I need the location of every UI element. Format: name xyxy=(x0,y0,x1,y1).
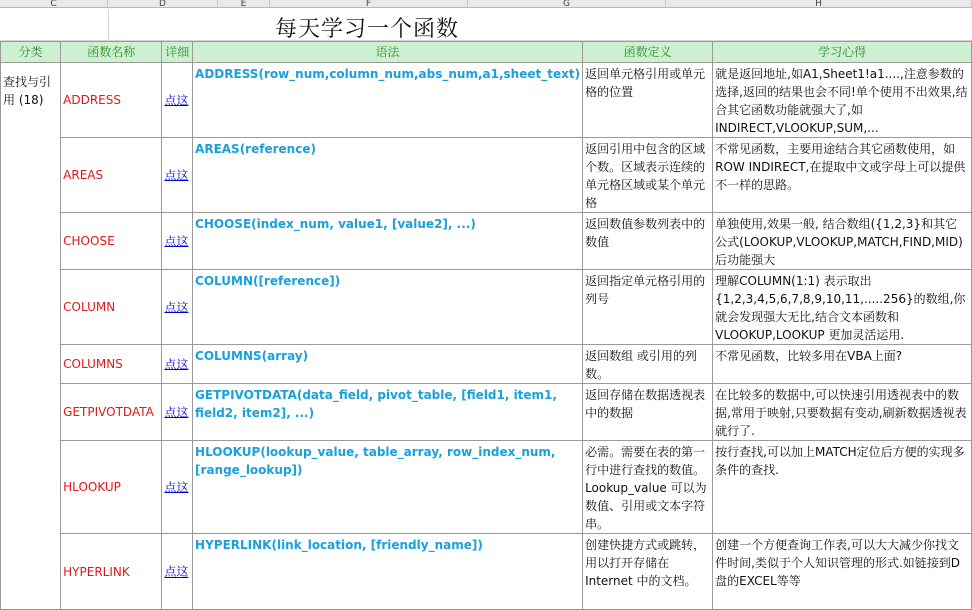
function-table xyxy=(0,41,972,610)
definition-cell[interactable]: 必需。需要在表的第一行中进行查找的数值。Lookup_value 可以为数值、引用或文本字符串。 xyxy=(583,441,713,534)
detail-link[interactable]: 点这 xyxy=(164,300,189,315)
notes-cell[interactable]: 创建一个方便查询工作表,可以大大减少你找文件时间,类似于个人知识管理的形式.如链接到D盘的EXCEL等等 xyxy=(713,534,972,610)
detail-cell[interactable] xyxy=(162,63,193,138)
column-header-h[interactable]: H xyxy=(666,0,972,8)
detail-cell[interactable] xyxy=(162,138,193,213)
column-header-d[interactable]: D xyxy=(108,0,218,8)
column-header-c[interactable]: C xyxy=(0,0,108,8)
function-name-cell[interactable]: COLUMNS xyxy=(61,345,162,384)
category-cell[interactable]: 查找与引用 (18) xyxy=(1,63,61,610)
detail-cell[interactable] xyxy=(162,534,193,610)
table-row xyxy=(1,213,972,270)
syntax-cell[interactable]: CHOOSE(index_num, value1, [value2], ...) xyxy=(193,213,583,270)
function-name-cell[interactable]: AREAS xyxy=(61,138,162,213)
column-header-e[interactable]: E xyxy=(218,0,270,8)
definition-cell[interactable]: 返回数值参数列表中的数值 xyxy=(583,213,713,270)
table-row xyxy=(1,63,972,138)
definition-cell[interactable]: 返回存储在数据透视表中的数据 xyxy=(583,384,713,441)
header-row xyxy=(1,42,972,63)
function-name-cell[interactable]: HYPERLINK xyxy=(61,534,162,610)
detail-link[interactable]: 点这 xyxy=(164,168,189,183)
column-header-g[interactable]: G xyxy=(468,0,666,8)
definition-cell[interactable]: 返回数组 或引用的列数。 xyxy=(583,345,713,384)
title-cell[interactable] xyxy=(108,9,972,41)
header-notes[interactable]: 学习心得 xyxy=(713,42,972,63)
function-name-cell[interactable]: CHOOSE xyxy=(61,213,162,270)
sheet-title: 每天学习一个函数 xyxy=(275,17,460,42)
syntax-cell[interactable]: HLOOKUP(lookup_value, table_array, row_index_num, [range_lookup]) xyxy=(193,441,583,534)
table-row xyxy=(1,534,972,610)
syntax-cell[interactable]: ADDRESS(row_num,column_num,abs_num,a1,sheet_text) xyxy=(193,63,583,138)
syntax-cell[interactable]: COLUMN([reference]) xyxy=(193,270,583,345)
header-category[interactable]: 分类 xyxy=(1,42,61,63)
definition-cell[interactable]: 创建快捷方式或跳转，用以打开存储在 Internet 中的文档。 xyxy=(583,534,713,610)
table-row xyxy=(1,138,972,213)
detail-link[interactable]: 点这 xyxy=(164,480,189,495)
header-definition[interactable]: 函数定义 xyxy=(583,42,713,63)
table-row xyxy=(1,441,972,534)
syntax-cell[interactable]: COLUMNS(array) xyxy=(193,345,583,384)
notes-cell[interactable]: 就是返回地址,如A1,Sheet1!a1....,注意参数的选择,返回的结果也会不同!单个使用不出效果,结合其它函数功能就强大了,如INDIRECT,VLOOKUP,SUM,... xyxy=(713,63,972,138)
detail-link[interactable]: 点这 xyxy=(164,357,189,372)
detail-link[interactable]: 点这 xyxy=(164,234,189,249)
detail-cell[interactable] xyxy=(162,345,193,384)
table-row xyxy=(1,345,972,384)
notes-cell[interactable]: 在比较多的数据中,可以快速引用透视表中的数据,常用于映射,只要数据有变动,刷新数据透视表就行了. xyxy=(713,384,972,441)
definition-cell[interactable]: 返回指定单元格引用的列号 xyxy=(583,270,713,345)
function-name-cell[interactable]: COLUMN xyxy=(61,270,162,345)
function-name-cell[interactable]: GETPIVOTDATA xyxy=(61,384,162,441)
syntax-cell[interactable]: GETPIVOTDATA(data_field, pivot_table, [field1, item1, field2, item2], ...) xyxy=(193,384,583,441)
detail-cell[interactable] xyxy=(162,270,193,345)
detail-link[interactable]: 点这 xyxy=(164,93,189,108)
definition-cell[interactable]: 返回引用中包含的区域个数。区域表示连续的单元格区域或某个单元格 xyxy=(583,138,713,213)
title-row-left-cell[interactable] xyxy=(0,9,108,41)
notes-cell[interactable]: 单独使用,效果一般, 结合数组({1,2,3}和其它公式(LOOKUP,VLOOKUP,MATCH,FIND,MID) 后功能强大 xyxy=(713,213,972,270)
notes-cell[interactable]: 不常见函数，比较多用在VBA上面? xyxy=(713,345,972,384)
definition-cell[interactable]: 返回单元格引用或单元格的位置 xyxy=(583,63,713,138)
table-row xyxy=(1,270,972,345)
header-name[interactable]: 函数名称 xyxy=(61,42,162,63)
column-header-f[interactable]: F xyxy=(270,0,468,8)
detail-link[interactable]: 点这 xyxy=(164,405,189,420)
detail-link[interactable]: 点这 xyxy=(164,564,189,579)
header-syntax[interactable]: 语法 xyxy=(193,42,583,63)
syntax-cell[interactable]: AREAS(reference) xyxy=(193,138,583,213)
function-name-cell[interactable]: ADDRESS xyxy=(61,63,162,138)
table-row xyxy=(1,384,972,441)
detail-cell[interactable] xyxy=(162,384,193,441)
header-detail[interactable]: 详细 xyxy=(162,42,193,63)
detail-cell[interactable] xyxy=(162,441,193,534)
function-name-cell[interactable]: HLOOKUP xyxy=(61,441,162,534)
notes-cell[interactable]: 理解COLUMN(1:1) 表示取出 {1,2,3,4,5,6,7,8,9,10,11,.....256}的数组,你就会发现强大无比,结合文本函数和VLOOKUP,LOOKUP 更加灵活运用. xyxy=(713,270,972,345)
notes-cell[interactable]: 按行查找,可以加上MATCH定位后方便的实现多条件的查找. xyxy=(713,441,972,534)
detail-cell[interactable] xyxy=(162,213,193,270)
syntax-cell[interactable]: HYPERLINK(link_location, [friendly_name]) xyxy=(193,534,583,610)
notes-cell[interactable]: 不常见函数，主要用途结合其它函数使用，如ROW INDIRECT,在提取中文或字母上可以提供不一样的思路。 xyxy=(713,138,972,213)
